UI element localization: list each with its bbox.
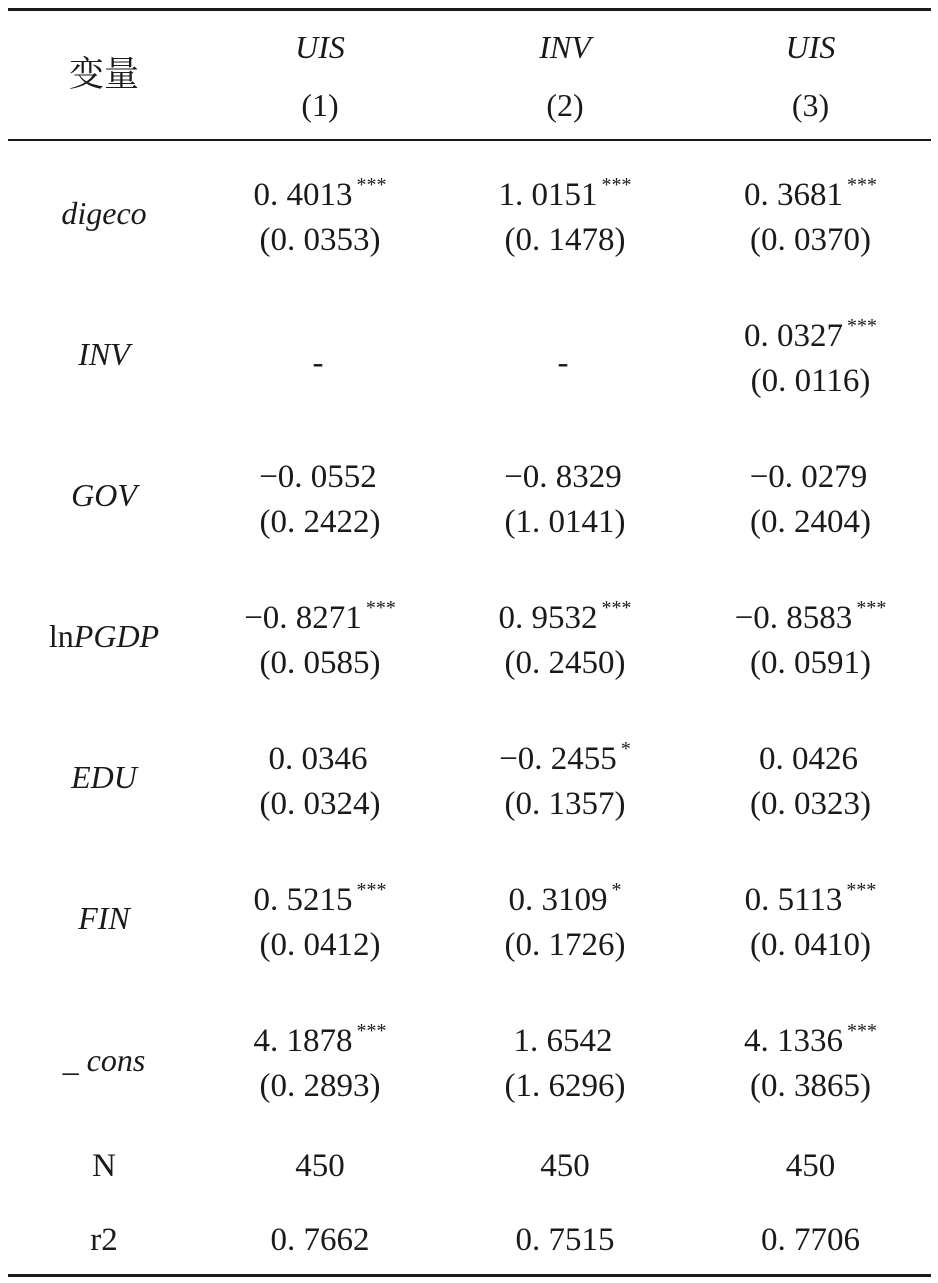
row-label-inv: INV — [78, 336, 130, 372]
significance-stars: *** — [356, 1020, 387, 1042]
variable-name: cons — [86, 1042, 146, 1078]
stat-value-n: 450 — [540, 1148, 590, 1184]
variable-header: 变量 — [68, 55, 139, 95]
variable-name: PGDP — [73, 618, 160, 654]
table-cell-coef — [440, 1006, 690, 1059]
table-cell-se: (1. 6296) — [504, 1068, 626, 1104]
table-cell-coef — [200, 865, 440, 918]
table-cell-se: (0. 1726) — [504, 927, 626, 963]
table-cell-coef — [200, 1006, 440, 1059]
stat-label-r2: r2 — [90, 1222, 118, 1258]
significance-stars: *** — [365, 597, 396, 619]
ln-prefix: ln — [48, 618, 74, 654]
row-label-lnpgdp — [8, 606, 200, 666]
coef-value: 4. 1878 — [253, 1023, 353, 1059]
coef-value: - — [312, 345, 324, 381]
table-cell-se: (0. 1357) — [504, 786, 626, 822]
table-cell-coef — [440, 583, 690, 636]
table-cell-coef — [200, 442, 440, 495]
table-cell-coef — [200, 724, 440, 777]
coef-value: −0. 2455 — [499, 741, 617, 777]
underscore-prefix: _ — [62, 1042, 87, 1078]
table-cell-se: (1. 0141) — [504, 504, 626, 540]
column-1-dependent: UIS — [295, 29, 345, 65]
coef-value: 0. 5113 — [744, 882, 843, 918]
stat-value-n: 450 — [785, 1148, 836, 1184]
table-cell-se: (0. 0323) — [750, 786, 871, 822]
table-cell-coef — [690, 301, 931, 354]
table-cell-coef — [690, 1006, 931, 1059]
table-cell-se: (0. 0591) — [750, 645, 871, 681]
stat-value-r2: 0. 7706 — [761, 1222, 860, 1258]
table-cell-coef — [200, 160, 440, 213]
row-label-edu: EDU — [71, 759, 137, 795]
coef-value: 0. 0346 — [268, 741, 368, 777]
significance-stars: *** — [356, 174, 387, 196]
row-label-gov: GOV — [71, 477, 137, 513]
stat-label-n: N — [92, 1148, 116, 1184]
coef-value: 0. 3681 — [744, 177, 843, 213]
row-label-digeco: digeco — [61, 195, 147, 231]
coef-value: −0. 0552 — [259, 459, 377, 495]
coef-value: −0. 8271 — [244, 600, 362, 636]
column-2-number: (2) — [546, 87, 584, 123]
table-cell-coef — [440, 865, 690, 918]
significance-stars: *** — [846, 879, 877, 901]
significance-stars: * — [620, 738, 631, 760]
coef-value: - — [557, 345, 569, 381]
significance-stars: *** — [847, 174, 877, 196]
coef-value: 0. 4013 — [253, 177, 353, 213]
coef-value: 0. 3109 — [508, 882, 608, 918]
table-cell-coef — [690, 583, 931, 636]
coef-value: 0. 0327 — [744, 318, 843, 354]
row-label-cons — [8, 1030, 200, 1090]
table-cell-coef — [440, 724, 690, 777]
table-cell-se: (0. 1478) — [504, 222, 626, 258]
table-cell-se: (0. 0324) — [259, 786, 381, 822]
coef-value: 0. 9532 — [498, 600, 598, 636]
table-cell-se: (0. 0353) — [259, 222, 381, 258]
table-cell-se: (0. 0585) — [259, 645, 381, 681]
stat-value-r2: 0. 7662 — [270, 1222, 370, 1258]
table-cell-coef — [690, 160, 931, 213]
table-top-rule — [8, 8, 931, 11]
table-cell-se: (0. 2422) — [259, 504, 381, 540]
table-cell-se: (0. 0410) — [750, 927, 871, 963]
column-3-number: (3) — [791, 87, 830, 123]
table-cell-coef — [690, 442, 931, 495]
significance-stars: *** — [601, 174, 632, 196]
significance-stars: *** — [856, 597, 887, 619]
coef-value: 0. 0426 — [759, 741, 858, 777]
coef-value: −0. 0279 — [749, 459, 868, 495]
table-cell-se: (0. 0370) — [750, 222, 871, 258]
coef-value: 1. 6542 — [513, 1023, 613, 1059]
table-bottom-rule — [8, 1274, 931, 1277]
table-cell-coef — [440, 160, 690, 213]
table-cell-coef — [200, 328, 440, 381]
significance-stars: *** — [601, 597, 632, 619]
stat-value-n: 450 — [295, 1148, 345, 1184]
coef-value: 1. 0151 — [498, 177, 598, 213]
significance-stars: *** — [356, 879, 387, 901]
table-cell-se: (0. 3865) — [750, 1068, 871, 1104]
stat-value-r2: 0. 7515 — [515, 1222, 615, 1258]
table-cell-coef — [200, 583, 440, 636]
table-cell-se: (0. 2450) — [504, 645, 626, 681]
coef-value: 4. 1336 — [744, 1023, 843, 1059]
row-label-fin: FIN — [78, 900, 130, 936]
column-3-dependent: UIS — [785, 29, 836, 65]
significance-stars: *** — [847, 1020, 877, 1042]
table-cell-coef — [690, 865, 931, 918]
column-1-number: (1) — [301, 87, 339, 123]
coef-value: 0. 5215 — [253, 882, 353, 918]
table-cell-coef — [690, 724, 931, 777]
coef-value: −0. 8583 — [734, 600, 853, 636]
significance-stars: *** — [847, 315, 877, 337]
header-rule — [8, 139, 931, 141]
table-cell-se: (0. 0412) — [259, 927, 381, 963]
table-cell-se: (0. 0116) — [750, 363, 871, 399]
significance-stars: * — [611, 879, 622, 901]
column-2-dependent: INV — [539, 29, 591, 65]
table-cell-coef — [440, 328, 690, 381]
table-cell-se: (0. 2404) — [750, 504, 871, 540]
table-cell-se: (0. 2893) — [259, 1068, 381, 1104]
table-cell-coef — [440, 442, 690, 495]
coef-value: −0. 8329 — [504, 459, 622, 495]
